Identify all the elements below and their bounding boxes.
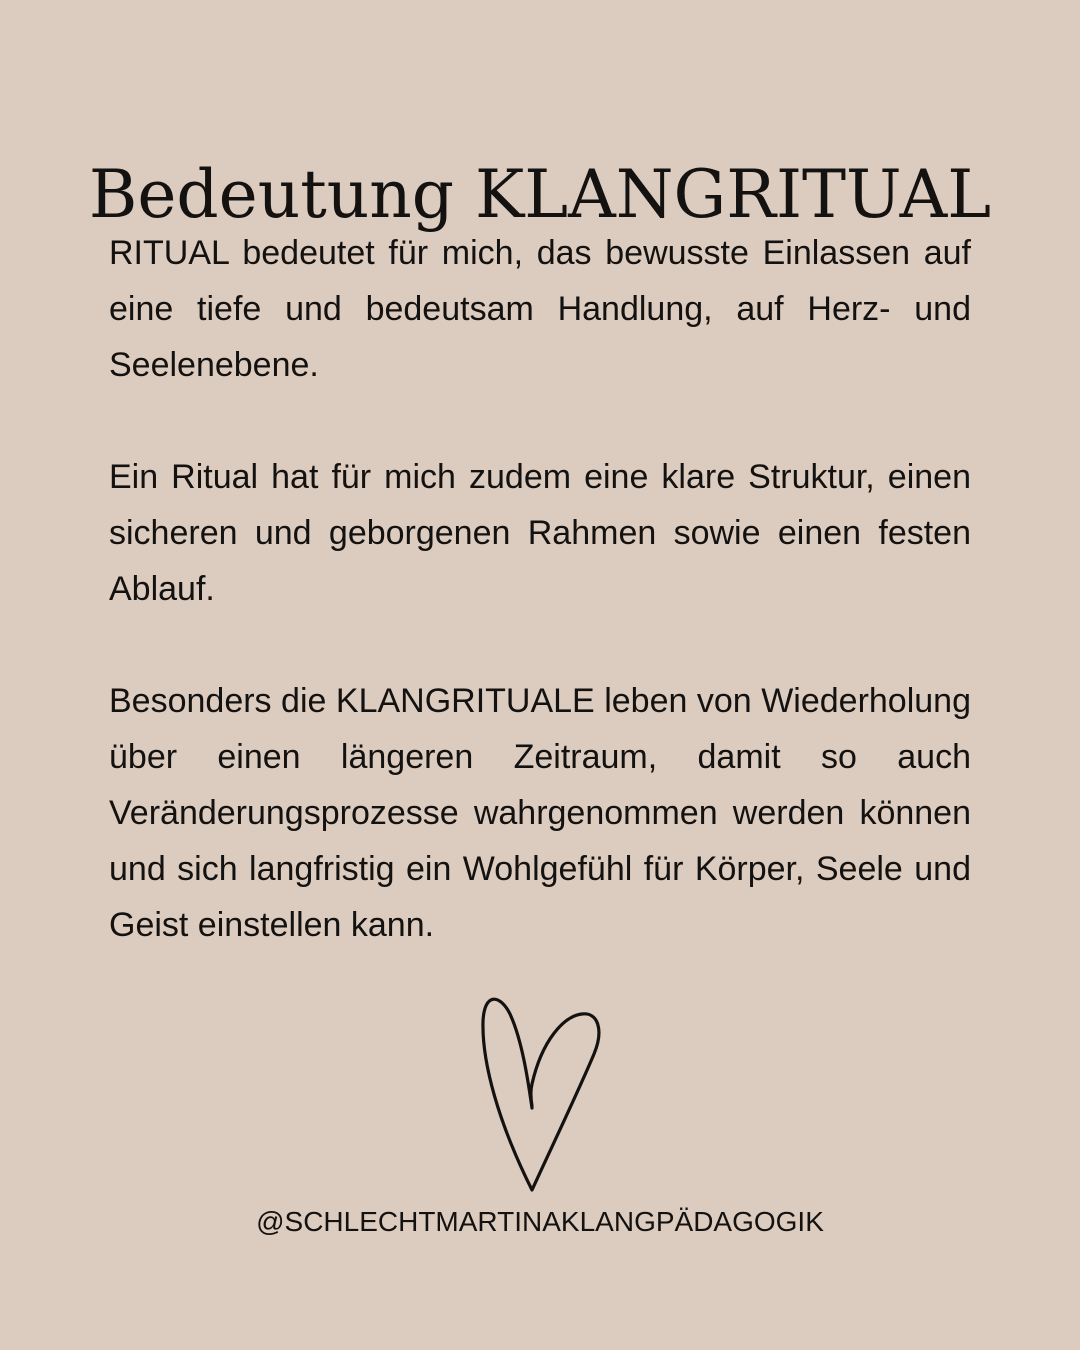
page-title: Bedeutung KLANGRITUAL — [88, 156, 992, 234]
paragraph-klangrituale: Besonders die KLANGRITUALE leben von Wiederholung über einen längeren Zeitraum, damit so auch Veränderungsprozesse wahrgenommen werden können und sich langfristig ein Wohlgefühl für Körper, Seele und Geist einstellen kann. — [109, 682, 971, 944]
heart-icon — [470, 992, 610, 1197]
paragraph-ritual-structure: Ein Ritual hat für mich zudem eine klare Struktur, einen sicheren und geborgenen Rahmen sowie einen festen Ablauf. — [109, 458, 971, 608]
social-handle: @SCHLECHTMARTINAKLANGPÄDAGOGIK — [256, 1206, 824, 1237]
paragraph-ritual-meaning: RITUAL bedeutet für mich, das bewusste Einlassen auf eine tiefe und bedeutsam Handlung, auf Herz- und Seelenebene. — [109, 234, 971, 384]
